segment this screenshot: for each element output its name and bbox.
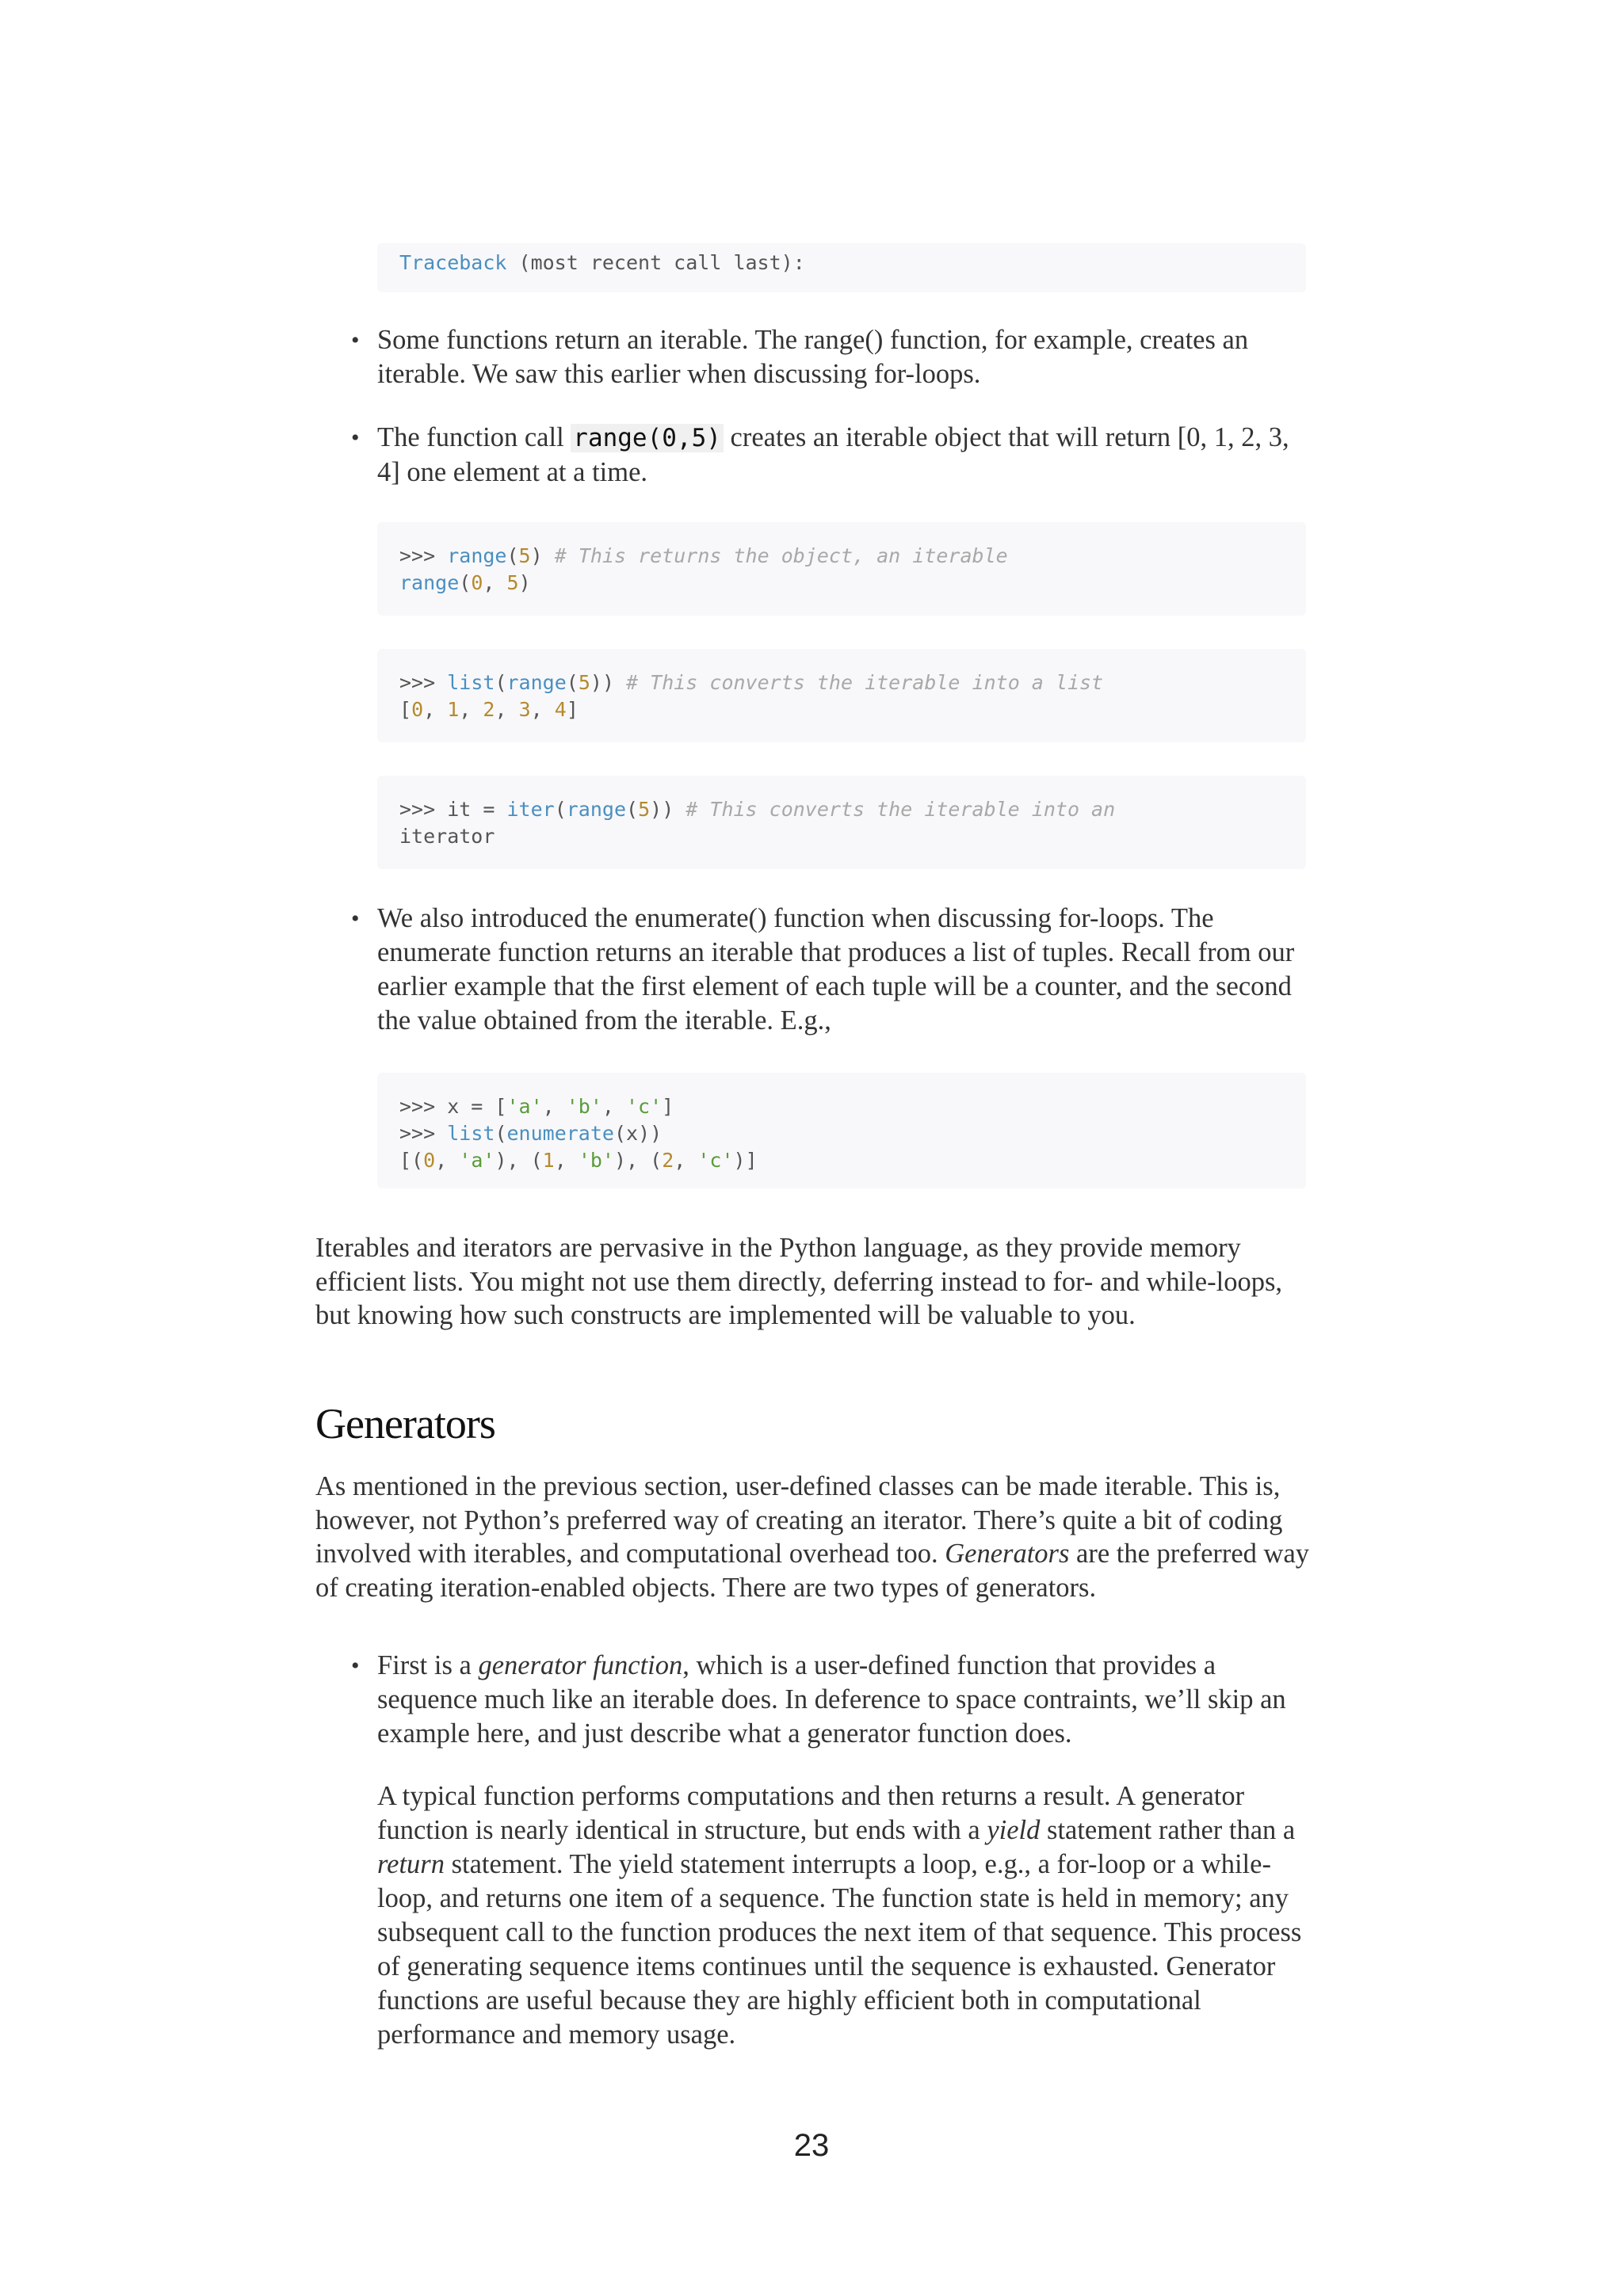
bullet-item-range-call (351, 421, 1312, 490)
code-number: 0 (471, 571, 483, 594)
code-punct: , (483, 571, 507, 594)
code-number: 5 (638, 798, 651, 821)
emphasis-text: yield (987, 1815, 1041, 1845)
code-punct: ( (554, 798, 567, 821)
code-block-enumerate (377, 1073, 1306, 1188)
code-text: iterator (399, 825, 495, 848)
code-punct: ( (495, 671, 507, 694)
code-number: 5 (578, 671, 590, 694)
code-comment: # This converts the iterable into a list (626, 671, 1104, 694)
code-string: 'a' (459, 1149, 495, 1172)
bullet-icon: • (351, 1653, 360, 1679)
paragraph-typical-function (377, 1779, 1312, 2052)
page-number: 23 (793, 2128, 830, 2163)
code-number: 2 (662, 1149, 674, 1172)
code-function: iter (506, 798, 555, 821)
code-punct: , (495, 698, 519, 721)
code-string: 'b' (566, 1095, 602, 1118)
code-number: 5 (506, 571, 519, 594)
code-punct: (x)) (613, 1122, 663, 1145)
paragraph-text: As mentioned in the previous section, user-defined classes can be made iterable. This is, however, not Python’s preferred way of creating an iterator. There’s quite a bit of coding involved with iterables, and computational overhead too. (315, 1471, 1283, 1569)
bullet-text-after: creates an iterable object that will return [0, 1, 2, 3, 4] one element at a time. (377, 422, 1289, 487)
code-function: range (566, 798, 627, 821)
bullet-icon: • (351, 906, 360, 932)
code-keyword: Traceback (399, 251, 507, 274)
code-string: 'a' (506, 1095, 543, 1118)
code-punct: )) (590, 671, 627, 694)
code-number: 0 (411, 698, 424, 721)
code-punct: ] (566, 698, 579, 721)
code-function: enumerate (506, 1122, 614, 1145)
code-block-iter-range (377, 776, 1306, 869)
code-punct: ( (459, 571, 472, 594)
paragraph-text: statement. The yield statement interrupts a loop, e.g., a for-loop or a while-loop, and returns one item of a sequence. The function state is held in memory; any subsequent call to the function produces the next item of that sequence. This process of generating sequence items continues until the sequence is exhausted. Generator functions are useful because they are highly efficient both in computational performance and memory usage. (377, 1849, 1302, 2050)
bullet-text: We also introduced the enumerate() function when discussing for-loops. The enumerate function returns an iterable that produces a list of tuples. Recall from our earlier example that the first element of each tuple will be a counter, and the second the value obtained from the iterable. E.g., (377, 903, 1295, 1035)
code-punct: )) (650, 798, 686, 821)
emphasis-text: Generators (945, 1539, 1070, 1569)
code-punct: ) (530, 544, 555, 567)
inline-code: range(0,5) (571, 424, 724, 452)
code-function: range (506, 671, 567, 694)
bullet-item-generator-function (351, 1649, 1312, 1751)
code-text: (most recent call last): (506, 251, 805, 274)
section-heading: Generators (315, 1400, 495, 1447)
code-comment: # This returns the object, an iterable (554, 544, 1008, 567)
code-function: range (447, 544, 507, 567)
code-block-traceback (377, 243, 1306, 292)
code-punct: ] (662, 1095, 674, 1118)
bullet-icon: • (351, 425, 360, 451)
code-punct: , (554, 1149, 579, 1172)
bullet-text: Some functions return an iterable. The range() function, for example, creates an iterable. We saw this earlier when discussing for-loops. (377, 325, 1249, 389)
code-number: 5 (518, 544, 531, 567)
code-function: list (447, 671, 495, 694)
emphasis-text: return (377, 1849, 445, 1879)
code-punct: ( (506, 544, 519, 567)
code-prompt: >>> (399, 544, 448, 567)
code-comment: # This converts the iterable into an (685, 798, 1116, 821)
code-punct: ), ( (495, 1149, 543, 1172)
bullet-item-range-iterable (351, 323, 1312, 391)
bullet-text: First is a (377, 1650, 479, 1680)
code-function: list (447, 1122, 495, 1145)
code-number: 4 (554, 698, 567, 721)
code-block-list-range (377, 649, 1306, 742)
emphasis-text: generator function (478, 1650, 683, 1680)
code-prompt: >>> (399, 1122, 448, 1145)
code-number: 1 (542, 1149, 555, 1172)
paragraph-iterables: Iterables and iterators are pervasive in the Python language, as they provide memory efficient lists. You might not use them directly, deferring instead to for- and while-loops, but knowing how such constructs are implemented will be valuable to you. (315, 1233, 1282, 1330)
code-function: range (399, 571, 460, 594)
code-punct: ) (518, 571, 531, 594)
bullet-icon: • (351, 327, 360, 353)
code-prompt: >>> it = (399, 798, 507, 821)
code-punct: , (542, 1095, 567, 1118)
code-prompt: >>> x = [ (399, 1095, 507, 1118)
bullet-text: , which is a user-defined function that provides a sequence much like an iterable does. In deference to space contraints, we’ll skip an example here, and just describe what a generator function does. (377, 1650, 1286, 1749)
bullet-item-enumerate (351, 902, 1312, 1038)
code-punct: , (423, 698, 448, 721)
code-punct: ( (566, 671, 579, 694)
code-punct: , (530, 698, 555, 721)
paragraph-text: A typical function performs computations and then returns a result. A generator function is nearly identical in structure, but ends with a (377, 1781, 1245, 1845)
code-number: 2 (483, 698, 495, 721)
code-number: 3 (518, 698, 531, 721)
code-punct: , (435, 1149, 460, 1172)
code-prompt: >>> (399, 671, 448, 694)
code-punct: ( (626, 798, 639, 821)
code-string: 'b' (578, 1149, 614, 1172)
paragraph-generators (315, 1470, 1314, 1604)
code-block-range (377, 522, 1306, 616)
code-punct: ), ( (613, 1149, 663, 1172)
code-punct: ( (495, 1122, 507, 1145)
code-punct: , (459, 698, 483, 721)
code-string: 'c' (697, 1149, 734, 1172)
code-number: 0 (423, 1149, 436, 1172)
code-punct: , (674, 1149, 698, 1172)
paragraph-text: are the preferred way of creating iteration-enabled objects. There are two types of generators. (315, 1539, 1310, 1603)
code-punct: )] (733, 1149, 758, 1172)
bullet-text-before: The function call (377, 422, 571, 452)
paragraph-text: statement rather than a (1040, 1815, 1296, 1845)
code-punct: [( (399, 1149, 424, 1172)
code-punct: [ (399, 698, 412, 721)
code-number: 1 (447, 698, 460, 721)
code-string: 'c' (626, 1095, 663, 1118)
code-punct: , (601, 1095, 626, 1118)
